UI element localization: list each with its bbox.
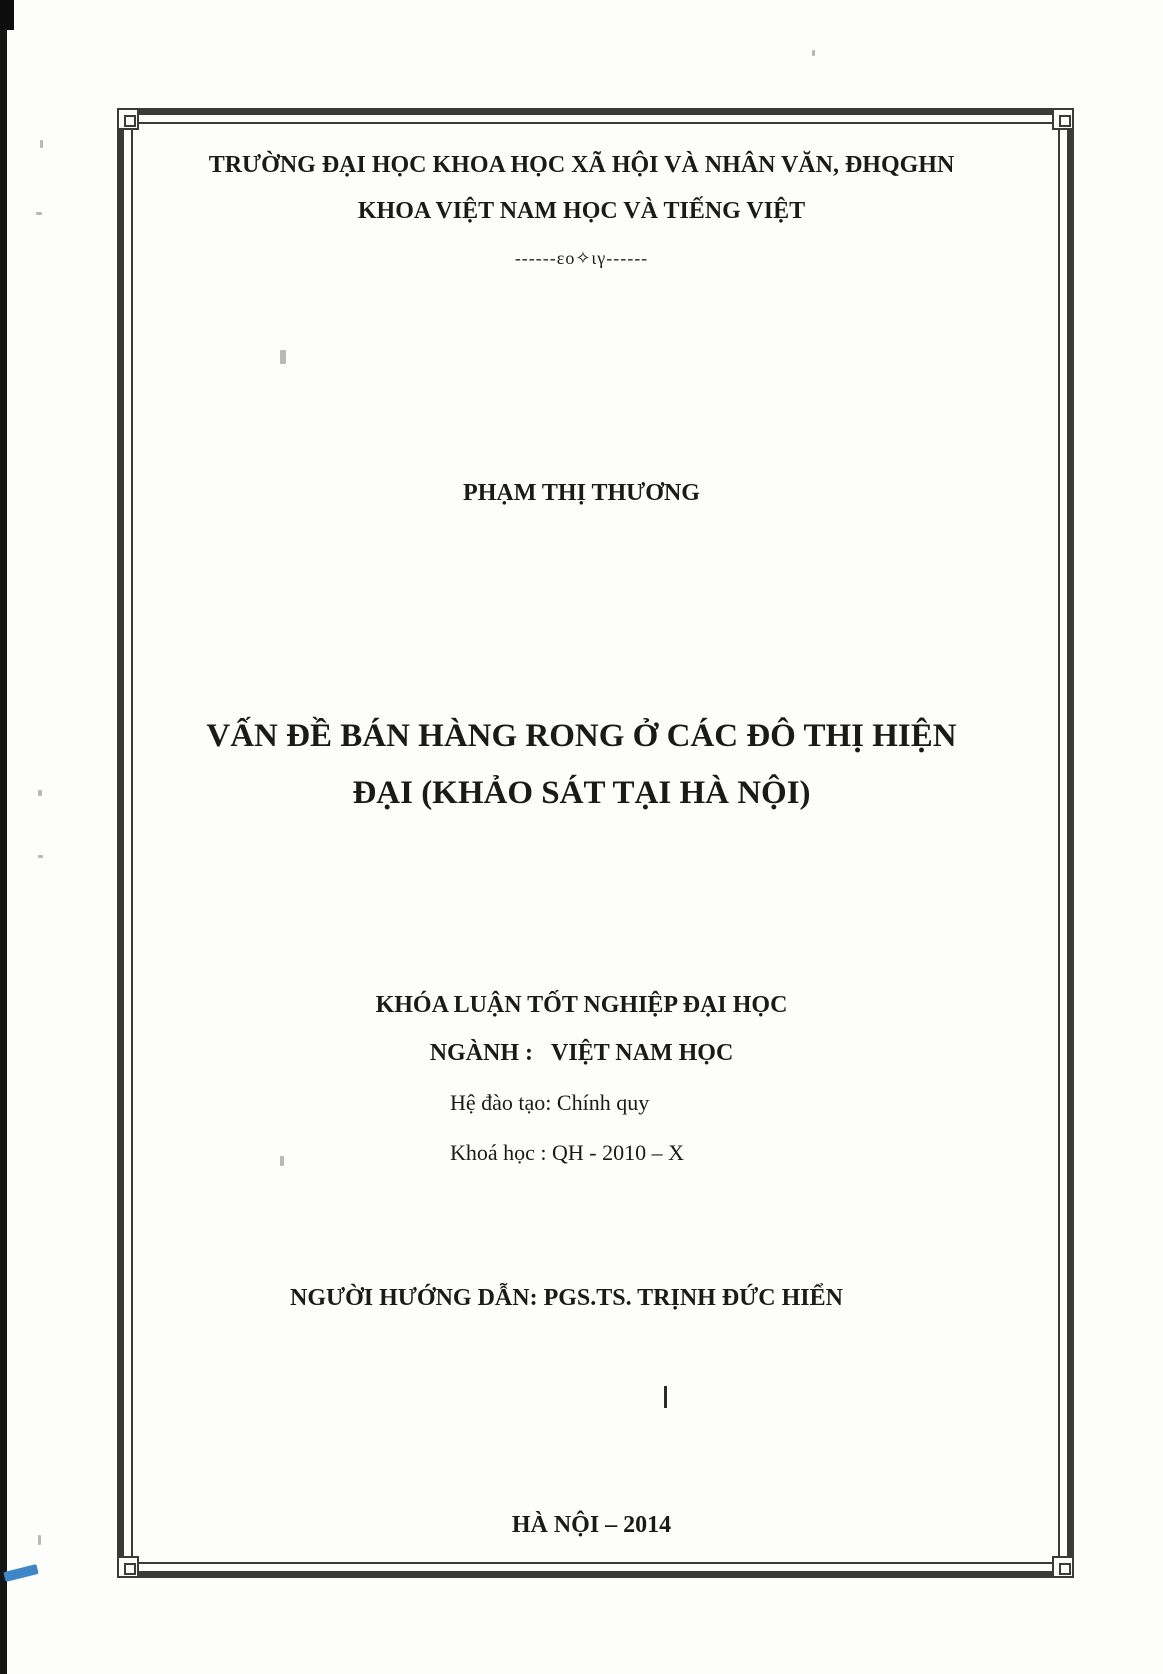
scan-speck bbox=[38, 855, 43, 858]
scan-edge-block bbox=[0, 0, 14, 30]
scan-blue-mark bbox=[3, 1564, 38, 1582]
frame-corner-ornament bbox=[1052, 108, 1074, 130]
course-info: Khoá học : QH - 2010 – X bbox=[450, 1140, 685, 1165]
frame-corner-ornament bbox=[1052, 1556, 1074, 1578]
ornament-divider: ------εο✧ιγ------ bbox=[514, 248, 649, 268]
frame-corner-ornament bbox=[117, 1556, 139, 1578]
frame-corner-ornament bbox=[117, 108, 139, 130]
major-value: VIỆT NAM HỌC bbox=[551, 1040, 734, 1066]
thesis-title-line-2: ĐẠI (KHẢO SÁT TẠI HÀ NỘI) bbox=[352, 775, 811, 811]
stray-mark bbox=[664, 1386, 667, 1408]
border-frame-inner bbox=[131, 122, 1060, 1564]
author-name: PHẠM THỊ THƯƠNG bbox=[463, 480, 700, 506]
thesis-title-line-1: VẤN ĐỀ BÁN HÀNG RONG Ở CÁC ĐÔ THỊ HIỆN bbox=[206, 718, 957, 754]
thesis-type: KHÓA LUẬN TỐT NGHIỆP ĐẠI HỌC bbox=[375, 992, 788, 1018]
advisor: NGƯỜI HƯỚNG DẪN: PGS.TS. TRỊNH ĐỨC HIỂN bbox=[290, 1285, 843, 1311]
major-label: NGÀNH : bbox=[429, 1040, 534, 1066]
training-system: Hệ đào tạo: Chính quy bbox=[450, 1090, 650, 1115]
university-name: TRƯỜNG ĐẠI HỌC KHOA HỌC XÃ HỘI VÀ NHÂN VĂN, ĐHQGHN bbox=[208, 152, 955, 178]
faculty-name: KHOA VIỆT NAM HỌC VÀ TIẾNG VIỆT bbox=[357, 198, 806, 224]
major-line bbox=[0, 1040, 1163, 1067]
scan-speck bbox=[812, 50, 815, 56]
place-and-year: HÀ NỘI – 2014 bbox=[511, 1512, 672, 1538]
scan-speck bbox=[40, 140, 43, 148]
